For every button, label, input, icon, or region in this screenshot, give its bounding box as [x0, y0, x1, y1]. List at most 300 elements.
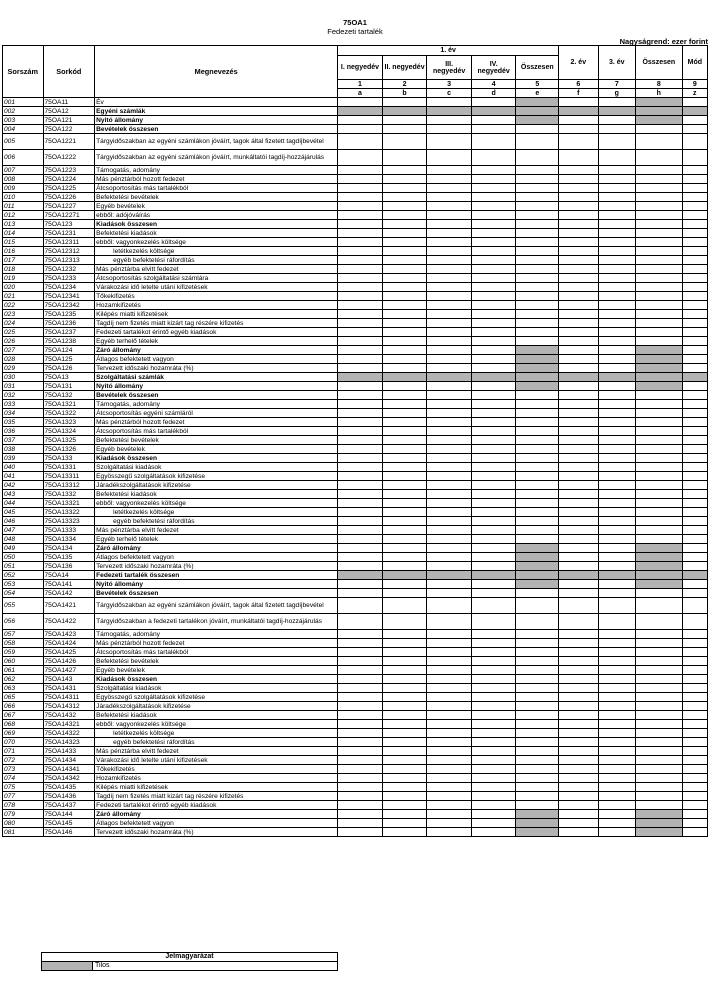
- value-cell[interactable]: [636, 729, 683, 738]
- value-cell[interactable]: [598, 819, 635, 828]
- value-cell[interactable]: [382, 364, 427, 373]
- value-cell[interactable]: [636, 184, 683, 193]
- value-cell[interactable]: [427, 774, 472, 783]
- value-cell[interactable]: [382, 247, 427, 256]
- value-cell[interactable]: [471, 220, 516, 229]
- value-cell[interactable]: [382, 283, 427, 292]
- value-cell[interactable]: [559, 580, 599, 589]
- value-cell[interactable]: [559, 445, 599, 454]
- value-cell[interactable]: [338, 391, 383, 400]
- value-cell[interactable]: [471, 614, 516, 630]
- value-cell[interactable]: [559, 274, 599, 283]
- value-cell[interactable]: [471, 193, 516, 202]
- value-cell[interactable]: [682, 436, 707, 445]
- value-cell[interactable]: [636, 150, 683, 166]
- value-cell[interactable]: [516, 675, 559, 684]
- value-cell[interactable]: [682, 301, 707, 310]
- value-cell[interactable]: [338, 229, 383, 238]
- value-cell[interactable]: [338, 220, 383, 229]
- value-cell[interactable]: [471, 229, 516, 238]
- value-cell[interactable]: [382, 729, 427, 738]
- value-cell[interactable]: [598, 445, 635, 454]
- value-cell[interactable]: [559, 657, 599, 666]
- value-cell[interactable]: [427, 229, 472, 238]
- value-cell[interactable]: [427, 328, 472, 337]
- value-cell[interactable]: [559, 134, 599, 150]
- value-cell[interactable]: [338, 436, 383, 445]
- value-cell[interactable]: [516, 247, 559, 256]
- value-cell[interactable]: [427, 134, 472, 150]
- value-cell[interactable]: [636, 256, 683, 265]
- value-cell[interactable]: [516, 211, 559, 220]
- value-cell[interactable]: [338, 828, 383, 837]
- value-cell[interactable]: [338, 364, 383, 373]
- value-cell[interactable]: [682, 211, 707, 220]
- value-cell[interactable]: [682, 729, 707, 738]
- value-cell[interactable]: [598, 472, 635, 481]
- value-cell[interactable]: [427, 657, 472, 666]
- value-cell[interactable]: [471, 346, 516, 355]
- value-cell[interactable]: [471, 738, 516, 747]
- value-cell[interactable]: [559, 810, 599, 819]
- value-cell[interactable]: [516, 630, 559, 639]
- value-cell[interactable]: [427, 481, 472, 490]
- value-cell[interactable]: [427, 666, 472, 675]
- value-cell[interactable]: [471, 150, 516, 166]
- value-cell[interactable]: [427, 391, 472, 400]
- value-cell[interactable]: [427, 382, 472, 391]
- value-cell[interactable]: [559, 391, 599, 400]
- value-cell[interactable]: [427, 544, 472, 553]
- value-cell[interactable]: [382, 166, 427, 175]
- value-cell[interactable]: [382, 693, 427, 702]
- value-cell[interactable]: [559, 175, 599, 184]
- value-cell[interactable]: [598, 774, 635, 783]
- value-cell[interactable]: [516, 319, 559, 328]
- value-cell[interactable]: [598, 238, 635, 247]
- value-cell[interactable]: [559, 247, 599, 256]
- value-cell[interactable]: [338, 283, 383, 292]
- value-cell[interactable]: [516, 175, 559, 184]
- value-cell[interactable]: [382, 274, 427, 283]
- value-cell[interactable]: [338, 274, 383, 283]
- value-cell[interactable]: [471, 684, 516, 693]
- value-cell[interactable]: [427, 400, 472, 409]
- value-cell[interactable]: [382, 720, 427, 729]
- value-cell[interactable]: [636, 792, 683, 801]
- value-cell[interactable]: [516, 310, 559, 319]
- value-cell[interactable]: [338, 562, 383, 571]
- value-cell[interactable]: [598, 166, 635, 175]
- value-cell[interactable]: [427, 819, 472, 828]
- value-cell[interactable]: [471, 175, 516, 184]
- value-cell[interactable]: [471, 427, 516, 436]
- value-cell[interactable]: [636, 801, 683, 810]
- value-cell[interactable]: [471, 355, 516, 364]
- value-cell[interactable]: [682, 238, 707, 247]
- value-cell[interactable]: [598, 481, 635, 490]
- value-cell[interactable]: [338, 614, 383, 630]
- value-cell[interactable]: [471, 783, 516, 792]
- value-cell[interactable]: [559, 544, 599, 553]
- value-cell[interactable]: [338, 454, 383, 463]
- value-cell[interactable]: [427, 274, 472, 283]
- value-cell[interactable]: [427, 756, 472, 765]
- value-cell[interactable]: [338, 666, 383, 675]
- value-cell[interactable]: [516, 229, 559, 238]
- value-cell[interactable]: [338, 472, 383, 481]
- value-cell[interactable]: [682, 175, 707, 184]
- value-cell[interactable]: [338, 819, 383, 828]
- value-cell[interactable]: [427, 720, 472, 729]
- value-cell[interactable]: [427, 589, 472, 598]
- value-cell[interactable]: [598, 526, 635, 535]
- value-cell[interactable]: [682, 553, 707, 562]
- value-cell[interactable]: [471, 711, 516, 720]
- value-cell[interactable]: [338, 553, 383, 562]
- value-cell[interactable]: [338, 463, 383, 472]
- value-cell[interactable]: [516, 134, 559, 150]
- value-cell[interactable]: [338, 292, 383, 301]
- value-cell[interactable]: [471, 639, 516, 648]
- value-cell[interactable]: [598, 666, 635, 675]
- value-cell[interactable]: [338, 702, 383, 711]
- value-cell[interactable]: [338, 729, 383, 738]
- value-cell[interactable]: [559, 400, 599, 409]
- value-cell[interactable]: [471, 125, 516, 134]
- value-cell[interactable]: [427, 337, 472, 346]
- value-cell[interactable]: [427, 630, 472, 639]
- value-cell[interactable]: [338, 639, 383, 648]
- value-cell[interactable]: [636, 639, 683, 648]
- value-cell[interactable]: [427, 220, 472, 229]
- value-cell[interactable]: [598, 175, 635, 184]
- value-cell[interactable]: [471, 720, 516, 729]
- value-cell[interactable]: [427, 648, 472, 657]
- value-cell[interactable]: [636, 283, 683, 292]
- value-cell[interactable]: [382, 819, 427, 828]
- value-cell[interactable]: [598, 553, 635, 562]
- value-cell[interactable]: [382, 409, 427, 418]
- value-cell[interactable]: [636, 526, 683, 535]
- value-cell[interactable]: [559, 364, 599, 373]
- value-cell[interactable]: [516, 400, 559, 409]
- value-cell[interactable]: [516, 499, 559, 508]
- value-cell[interactable]: [427, 810, 472, 819]
- value-cell[interactable]: [559, 765, 599, 774]
- value-cell[interactable]: [682, 125, 707, 134]
- value-cell[interactable]: [338, 544, 383, 553]
- value-cell[interactable]: [636, 508, 683, 517]
- value-cell[interactable]: [338, 355, 383, 364]
- value-cell[interactable]: [682, 580, 707, 589]
- value-cell[interactable]: [338, 693, 383, 702]
- value-cell[interactable]: [338, 134, 383, 150]
- value-cell[interactable]: [636, 490, 683, 499]
- value-cell[interactable]: [338, 382, 383, 391]
- value-cell[interactable]: [559, 256, 599, 265]
- value-cell[interactable]: [338, 238, 383, 247]
- value-cell[interactable]: [382, 598, 427, 614]
- value-cell[interactable]: [598, 810, 635, 819]
- value-cell[interactable]: [471, 328, 516, 337]
- value-cell[interactable]: [382, 589, 427, 598]
- value-cell[interactable]: [682, 283, 707, 292]
- value-cell[interactable]: [682, 630, 707, 639]
- value-cell[interactable]: [682, 657, 707, 666]
- value-cell[interactable]: [682, 98, 707, 107]
- value-cell[interactable]: [427, 292, 472, 301]
- value-cell[interactable]: [471, 801, 516, 810]
- value-cell[interactable]: [598, 382, 635, 391]
- value-cell[interactable]: [682, 666, 707, 675]
- value-cell[interactable]: [471, 202, 516, 211]
- value-cell[interactable]: [682, 202, 707, 211]
- value-cell[interactable]: [471, 526, 516, 535]
- value-cell[interactable]: [427, 801, 472, 810]
- value-cell[interactable]: [516, 418, 559, 427]
- value-cell[interactable]: [338, 337, 383, 346]
- value-cell[interactable]: [427, 418, 472, 427]
- value-cell[interactable]: [598, 738, 635, 747]
- value-cell[interactable]: [382, 175, 427, 184]
- value-cell[interactable]: [338, 589, 383, 598]
- value-cell[interactable]: [598, 98, 635, 107]
- value-cell[interactable]: [382, 774, 427, 783]
- value-cell[interactable]: [382, 580, 427, 589]
- value-cell[interactable]: [682, 193, 707, 202]
- value-cell[interactable]: [516, 792, 559, 801]
- value-cell[interactable]: [338, 418, 383, 427]
- value-cell[interactable]: [382, 630, 427, 639]
- value-cell[interactable]: [559, 783, 599, 792]
- value-cell[interactable]: [598, 648, 635, 657]
- value-cell[interactable]: [636, 274, 683, 283]
- value-cell[interactable]: [471, 463, 516, 472]
- value-cell[interactable]: [636, 666, 683, 675]
- value-cell[interactable]: [559, 238, 599, 247]
- value-cell[interactable]: [382, 436, 427, 445]
- value-cell[interactable]: [427, 184, 472, 193]
- value-cell[interactable]: [427, 346, 472, 355]
- value-cell[interactable]: [516, 747, 559, 756]
- value-cell[interactable]: [559, 337, 599, 346]
- value-cell[interactable]: [471, 580, 516, 589]
- value-cell[interactable]: [598, 702, 635, 711]
- value-cell[interactable]: [516, 490, 559, 499]
- value-cell[interactable]: [598, 211, 635, 220]
- value-cell[interactable]: [516, 598, 559, 614]
- value-cell[interactable]: [516, 666, 559, 675]
- value-cell[interactable]: [382, 184, 427, 193]
- value-cell[interactable]: [636, 427, 683, 436]
- value-cell[interactable]: [338, 116, 383, 125]
- value-cell[interactable]: [636, 675, 683, 684]
- value-cell[interactable]: [636, 472, 683, 481]
- value-cell[interactable]: [471, 756, 516, 765]
- value-cell[interactable]: [559, 792, 599, 801]
- value-cell[interactable]: [516, 614, 559, 630]
- value-cell[interactable]: [598, 310, 635, 319]
- value-cell[interactable]: [516, 693, 559, 702]
- value-cell[interactable]: [636, 229, 683, 238]
- value-cell[interactable]: [516, 427, 559, 436]
- value-cell[interactable]: [338, 175, 383, 184]
- value-cell[interactable]: [636, 499, 683, 508]
- value-cell[interactable]: [382, 801, 427, 810]
- value-cell[interactable]: [382, 328, 427, 337]
- value-cell[interactable]: [598, 720, 635, 729]
- value-cell[interactable]: [559, 427, 599, 436]
- value-cell[interactable]: [427, 792, 472, 801]
- value-cell[interactable]: [471, 774, 516, 783]
- value-cell[interactable]: [516, 756, 559, 765]
- value-cell[interactable]: [559, 630, 599, 639]
- value-cell[interactable]: [516, 463, 559, 472]
- value-cell[interactable]: [471, 247, 516, 256]
- value-cell[interactable]: [682, 810, 707, 819]
- value-cell[interactable]: [427, 765, 472, 774]
- value-cell[interactable]: [682, 684, 707, 693]
- value-cell[interactable]: [636, 648, 683, 657]
- value-cell[interactable]: [598, 427, 635, 436]
- value-cell[interactable]: [471, 490, 516, 499]
- value-cell[interactable]: [516, 274, 559, 283]
- value-cell[interactable]: [471, 810, 516, 819]
- value-cell[interactable]: [471, 301, 516, 310]
- value-cell[interactable]: [682, 828, 707, 837]
- value-cell[interactable]: [636, 535, 683, 544]
- value-cell[interactable]: [338, 598, 383, 614]
- value-cell[interactable]: [559, 319, 599, 328]
- value-cell[interactable]: [682, 184, 707, 193]
- value-cell[interactable]: [682, 454, 707, 463]
- value-cell[interactable]: [636, 630, 683, 639]
- value-cell[interactable]: [471, 765, 516, 774]
- value-cell[interactable]: [636, 517, 683, 526]
- value-cell[interactable]: [682, 166, 707, 175]
- value-cell[interactable]: [382, 319, 427, 328]
- value-cell[interactable]: [682, 382, 707, 391]
- value-cell[interactable]: [382, 463, 427, 472]
- value-cell[interactable]: [559, 166, 599, 175]
- value-cell[interactable]: [516, 193, 559, 202]
- value-cell[interactable]: [338, 125, 383, 134]
- value-cell[interactable]: [471, 256, 516, 265]
- value-cell[interactable]: [516, 238, 559, 247]
- value-cell[interactable]: [598, 391, 635, 400]
- value-cell[interactable]: [682, 801, 707, 810]
- value-cell[interactable]: [682, 675, 707, 684]
- value-cell[interactable]: [382, 292, 427, 301]
- value-cell[interactable]: [559, 535, 599, 544]
- value-cell[interactable]: [636, 614, 683, 630]
- value-cell[interactable]: [559, 409, 599, 418]
- value-cell[interactable]: [382, 445, 427, 454]
- value-cell[interactable]: [559, 553, 599, 562]
- value-cell[interactable]: [338, 517, 383, 526]
- value-cell[interactable]: [516, 702, 559, 711]
- value-cell[interactable]: [471, 544, 516, 553]
- value-cell[interactable]: [338, 166, 383, 175]
- value-cell[interactable]: [338, 684, 383, 693]
- value-cell[interactable]: [427, 202, 472, 211]
- value-cell[interactable]: [559, 693, 599, 702]
- value-cell[interactable]: [427, 828, 472, 837]
- value-cell[interactable]: [636, 125, 683, 134]
- value-cell[interactable]: [559, 499, 599, 508]
- value-cell[interactable]: [427, 472, 472, 481]
- value-cell[interactable]: [559, 193, 599, 202]
- value-cell[interactable]: [636, 166, 683, 175]
- value-cell[interactable]: [516, 535, 559, 544]
- value-cell[interactable]: [559, 436, 599, 445]
- value-cell[interactable]: [682, 792, 707, 801]
- value-cell[interactable]: [338, 490, 383, 499]
- value-cell[interactable]: [636, 481, 683, 490]
- value-cell[interactable]: [427, 499, 472, 508]
- value-cell[interactable]: [559, 418, 599, 427]
- value-cell[interactable]: [598, 229, 635, 238]
- value-cell[interactable]: [598, 364, 635, 373]
- value-cell[interactable]: [559, 229, 599, 238]
- value-cell[interactable]: [682, 400, 707, 409]
- value-cell[interactable]: [559, 589, 599, 598]
- value-cell[interactable]: [598, 657, 635, 666]
- value-cell[interactable]: [382, 508, 427, 517]
- value-cell[interactable]: [516, 774, 559, 783]
- value-cell[interactable]: [471, 693, 516, 702]
- value-cell[interactable]: [636, 391, 683, 400]
- value-cell[interactable]: [382, 150, 427, 166]
- value-cell[interactable]: [516, 328, 559, 337]
- value-cell[interactable]: [427, 98, 472, 107]
- value-cell[interactable]: [682, 562, 707, 571]
- value-cell[interactable]: [338, 193, 383, 202]
- value-cell[interactable]: [598, 535, 635, 544]
- value-cell[interactable]: [338, 711, 383, 720]
- value-cell[interactable]: [559, 720, 599, 729]
- value-cell[interactable]: [471, 436, 516, 445]
- value-cell[interactable]: [338, 801, 383, 810]
- value-cell[interactable]: [559, 508, 599, 517]
- value-cell[interactable]: [598, 792, 635, 801]
- value-cell[interactable]: [338, 256, 383, 265]
- value-cell[interactable]: [682, 337, 707, 346]
- value-cell[interactable]: [559, 211, 599, 220]
- value-cell[interactable]: [682, 783, 707, 792]
- value-cell[interactable]: [559, 648, 599, 657]
- value-cell[interactable]: [427, 319, 472, 328]
- value-cell[interactable]: [382, 517, 427, 526]
- value-cell[interactable]: [516, 729, 559, 738]
- value-cell[interactable]: [382, 418, 427, 427]
- value-cell[interactable]: [598, 828, 635, 837]
- value-cell[interactable]: [471, 675, 516, 684]
- value-cell[interactable]: [338, 657, 383, 666]
- value-cell[interactable]: [598, 562, 635, 571]
- value-cell[interactable]: [471, 589, 516, 598]
- value-cell[interactable]: [338, 400, 383, 409]
- value-cell[interactable]: [427, 125, 472, 134]
- value-cell[interactable]: [471, 310, 516, 319]
- value-cell[interactable]: [682, 418, 707, 427]
- value-cell[interactable]: [559, 292, 599, 301]
- value-cell[interactable]: [471, 418, 516, 427]
- value-cell[interactable]: [338, 783, 383, 792]
- value-cell[interactable]: [338, 328, 383, 337]
- value-cell[interactable]: [636, 400, 683, 409]
